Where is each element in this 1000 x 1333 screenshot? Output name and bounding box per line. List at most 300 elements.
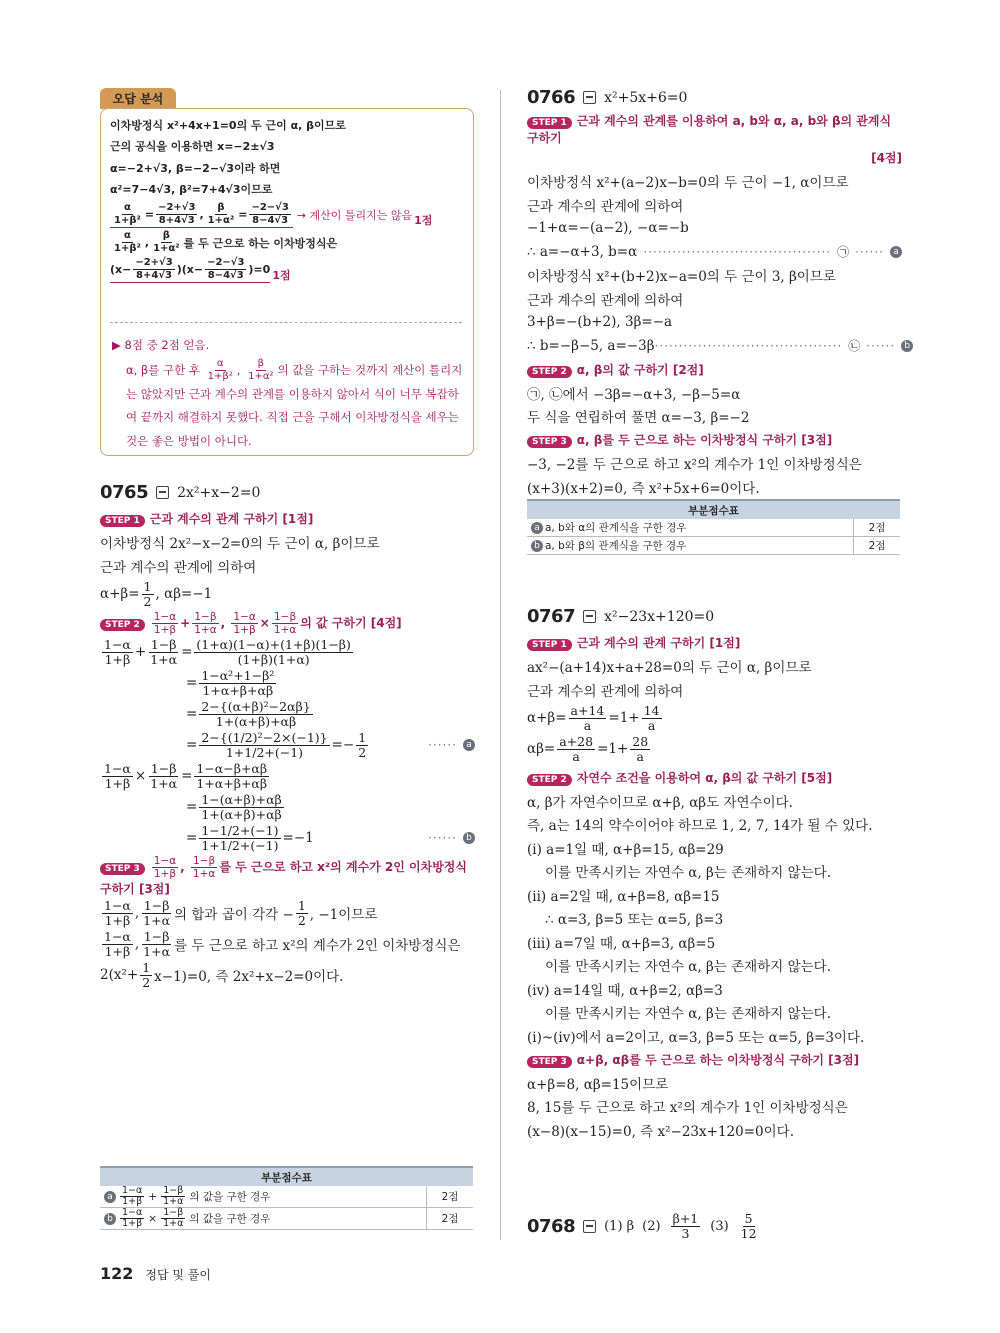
denominator: 3 bbox=[681, 1226, 690, 1241]
text-run: α+β= bbox=[100, 586, 140, 602]
numerator: a+14 bbox=[570, 702, 605, 718]
table-row bbox=[527, 519, 900, 537]
text-run: )(x− bbox=[176, 263, 204, 276]
text-run: α, β가 자연수이므로 α+β, αβ도 자연수이다. bbox=[527, 794, 793, 811]
text-run: , αβ=−1 bbox=[155, 586, 213, 602]
problem-0767 bbox=[527, 606, 902, 1142]
numerator: −2−√3 bbox=[207, 257, 245, 268]
solution-line bbox=[527, 883, 902, 907]
text-run: = bbox=[186, 675, 198, 691]
answer: x²+5x+6=0 bbox=[604, 89, 688, 106]
numerator: β+1 bbox=[672, 1211, 699, 1226]
text-run: 근과 계수의 관계 구하기 [1점] bbox=[576, 636, 741, 651]
numerator: 1 bbox=[143, 578, 152, 594]
denominator: 8−4√3 bbox=[207, 270, 244, 281]
denominator: 8+4√3 bbox=[158, 215, 195, 226]
denominator: a bbox=[647, 717, 656, 733]
fraction bbox=[356, 731, 368, 760]
solution-line bbox=[527, 930, 902, 954]
solution-line bbox=[100, 531, 475, 555]
equation-marker bbox=[428, 738, 475, 752]
text-run: a, b와 β의 관계식을 구한 경우 bbox=[545, 540, 687, 552]
step-badge: STEP 3 bbox=[527, 436, 572, 448]
denominator: 1+α bbox=[150, 651, 178, 667]
problem-header bbox=[100, 482, 475, 503]
text-run: 즉, a는 14의 약수이어야 하므로 1, 2, 7, 14가 될 수 있다. bbox=[527, 818, 873, 835]
fraction bbox=[191, 855, 217, 880]
text-run: 근의 공식을 이용하면 x=−2±√3 bbox=[110, 140, 275, 154]
denominator: 1+α bbox=[163, 1218, 184, 1229]
score-cell: 2점 bbox=[854, 537, 901, 555]
text-run: , bbox=[134, 905, 140, 921]
text-run: 의 값 구하기 [4점] bbox=[300, 615, 402, 630]
numerator: 1−β bbox=[273, 610, 297, 623]
fraction bbox=[205, 257, 246, 282]
denominator: 1+α² bbox=[207, 215, 235, 226]
solution-line bbox=[527, 655, 902, 679]
problem-number: 0766 bbox=[527, 87, 576, 108]
text-run: 자연수 조건을 이용하여 α, β의 값 구하기 [5점] bbox=[576, 770, 833, 785]
text-run: α²=7−4√3, β²=7+4√3이므로 bbox=[110, 183, 273, 197]
denominator: a bbox=[572, 748, 580, 764]
text-run: α=−2+√3, β=−2−√3이라 하면 bbox=[110, 161, 281, 175]
solution-line bbox=[527, 217, 902, 241]
score-cell: 2점 bbox=[427, 1186, 474, 1208]
denominator: 1+(α+β)+αβ bbox=[215, 713, 297, 729]
wrong-analysis-lines bbox=[110, 114, 465, 285]
numerator: −2+√3 bbox=[158, 202, 196, 213]
text-run: 이를 만족시키는 자연수 α, β는 존재하지 않는다. bbox=[545, 865, 831, 882]
denominator: a bbox=[583, 717, 592, 733]
text-run: 8, 15를 두 근으로 하고 x²의 계수가 1인 이차방정식은 bbox=[527, 1100, 848, 1117]
page-number: 122 bbox=[100, 1264, 134, 1283]
text-run: , bbox=[134, 936, 140, 952]
fraction bbox=[199, 793, 283, 822]
text-run: ∴ a=−α+3, b=α bbox=[527, 243, 638, 260]
fraction bbox=[569, 704, 607, 733]
denominator: (1+β)(1+α) bbox=[237, 651, 310, 667]
denominator: 1+α bbox=[273, 623, 297, 636]
numerator: 1−β bbox=[143, 897, 170, 913]
fraction bbox=[671, 1212, 701, 1241]
problem-header bbox=[527, 606, 902, 627]
text-run: = bbox=[186, 799, 198, 815]
solution-line bbox=[527, 475, 902, 499]
text-run: 이차방정식 x²+4x+1=0의 두 근이 α, β이므로 bbox=[110, 118, 346, 132]
numerator: 14 bbox=[643, 702, 660, 718]
denominator: 1+β bbox=[153, 623, 177, 636]
annotation: → 계산이 틀리지는 않음 bbox=[296, 209, 413, 222]
table-row bbox=[100, 1208, 473, 1230]
numerator: β bbox=[162, 230, 170, 241]
solution-line bbox=[110, 114, 465, 136]
denominator: 8+4√3 bbox=[136, 270, 172, 281]
text-run: )=0 bbox=[248, 263, 271, 276]
fraction bbox=[249, 202, 290, 227]
answer bbox=[604, 1212, 760, 1241]
solution-line bbox=[527, 704, 902, 733]
text-run: α+β=8, αβ=15이므로 bbox=[527, 1076, 669, 1093]
text-run: , bbox=[199, 208, 204, 221]
underlined-expression bbox=[110, 202, 293, 228]
text-run: (2) bbox=[642, 1219, 661, 1234]
numerator: 1−β bbox=[150, 636, 177, 652]
solution-line bbox=[527, 287, 902, 311]
solution-line bbox=[100, 930, 475, 959]
text-run: (i)~(iv)에서 a=2이고, α=3, β=5 또는 α=5, β=3이다. bbox=[527, 1029, 865, 1046]
step-badge: STEP 1 bbox=[527, 117, 572, 129]
text-run: (iv) a=14일 때, α+β=2, αβ=3 bbox=[527, 982, 723, 999]
numerator: −2−√3 bbox=[251, 202, 289, 213]
numerator: 1−β bbox=[150, 760, 177, 776]
step-badge: STEP 2 bbox=[100, 619, 145, 631]
answer: 2x²+x−2=0 bbox=[177, 484, 261, 501]
step-title bbox=[527, 769, 832, 786]
solution-line bbox=[527, 334, 911, 358]
solution-lines bbox=[527, 631, 902, 1142]
solution-line bbox=[527, 1095, 902, 1119]
denominator: 12 bbox=[740, 1226, 757, 1241]
numerator: 5 bbox=[744, 1211, 753, 1226]
answer-icon bbox=[583, 91, 596, 104]
solution-line bbox=[527, 1001, 902, 1025]
text-run: 의 값을 구한 경우 bbox=[189, 1213, 271, 1225]
table-header: 부분점수표 bbox=[527, 500, 900, 519]
solution-line bbox=[100, 762, 475, 791]
fraction bbox=[161, 1208, 185, 1229]
marker-b-icon: b bbox=[531, 540, 543, 552]
text-run: 근과 계수의 관계에 의하여 bbox=[527, 683, 684, 700]
denominator: 2 bbox=[142, 974, 151, 990]
equation-ref: ㉠ bbox=[837, 245, 850, 260]
denominator: 1+β² bbox=[114, 243, 141, 254]
answer-icon bbox=[583, 610, 596, 623]
denominator: 1+(α+β)+αβ bbox=[201, 806, 282, 822]
solution-line bbox=[527, 977, 902, 1001]
text-run: (x−8)(x−15)=0, 즉 x²−23x+120=0이다. bbox=[527, 1123, 794, 1140]
solution-line bbox=[110, 157, 465, 179]
denominator: 1+β² bbox=[207, 370, 233, 382]
text-run: 2(x²+ bbox=[100, 967, 139, 983]
text-run: × bbox=[134, 768, 147, 784]
solution-line bbox=[100, 669, 475, 698]
denominator: 1+β bbox=[104, 775, 131, 791]
text-run: 이를 만족시키는 자연수 α, β는 존재하지 않는다. bbox=[545, 1006, 831, 1023]
denominator: 1+α bbox=[192, 867, 216, 880]
table-row bbox=[527, 537, 900, 555]
text-run: = bbox=[144, 208, 155, 221]
numerator: 1−α bbox=[104, 760, 131, 776]
denominator: 8−4√3 bbox=[252, 215, 289, 226]
text-run: (1) β bbox=[604, 1219, 635, 1234]
table-row bbox=[100, 1186, 473, 1208]
denominator: 1+β bbox=[122, 1218, 143, 1229]
numerator: 1−1/2+(−1) bbox=[201, 822, 279, 838]
score-label: 1점 bbox=[272, 269, 291, 282]
step-heading bbox=[527, 358, 902, 382]
text-run: αβ= bbox=[527, 741, 556, 757]
solution-line bbox=[527, 1071, 902, 1095]
criterion bbox=[104, 1186, 270, 1207]
text-run: α, β를 두 근으로 하는 이차방정식 구하기 [3점] bbox=[576, 433, 833, 448]
fraction bbox=[120, 1186, 144, 1207]
denominator: 1+1/2+(−1) bbox=[225, 744, 304, 760]
text-run: × bbox=[148, 1212, 158, 1225]
fraction bbox=[156, 202, 197, 227]
solution-line bbox=[527, 860, 902, 884]
text-run: α, β를 구한 후 bbox=[126, 362, 204, 377]
text-run: α+β, αβ를 두 근으로 하는 이차방정식 구하기 [3점] bbox=[576, 1052, 860, 1067]
criterion-cell bbox=[527, 537, 854, 555]
fraction bbox=[194, 762, 269, 791]
solution-line bbox=[527, 954, 902, 978]
numerator: 1−α bbox=[153, 610, 177, 623]
numerator: β bbox=[217, 202, 225, 213]
fraction bbox=[199, 824, 280, 853]
step-heading bbox=[100, 507, 475, 531]
marker-a-icon: a bbox=[104, 1191, 116, 1203]
text-run: 이를 만족시키는 자연수 α, β는 존재하지 않는다. bbox=[545, 959, 831, 976]
solution-line bbox=[100, 700, 475, 729]
fraction bbox=[630, 735, 650, 764]
solution-line bbox=[527, 678, 902, 702]
text-run: x−1)=0, 즉 2x²+x−2=0이다. bbox=[154, 969, 344, 985]
solution-line bbox=[110, 257, 465, 283]
wrong-analysis-tag: 오답 분석 bbox=[100, 88, 176, 109]
problem-0766 bbox=[527, 87, 911, 499]
denominator: 1+α bbox=[163, 1196, 184, 1207]
numerator: 1−β bbox=[163, 1207, 184, 1218]
denominator: 1+α bbox=[143, 943, 171, 959]
step-heading bbox=[527, 112, 902, 146]
text-run: =−1 bbox=[282, 830, 314, 846]
fraction bbox=[199, 669, 276, 698]
solution-line bbox=[527, 170, 902, 194]
text-run: 이차방정식 x²+(b+2)x−a=0의 두 근이 3, β이므로 bbox=[527, 269, 836, 286]
underlined-expression bbox=[110, 257, 270, 283]
text-run: ∴ α=3, β=5 또는 α=5, β=3 bbox=[545, 912, 724, 929]
step-title bbox=[527, 1051, 859, 1068]
fraction bbox=[140, 961, 152, 990]
solution-line bbox=[527, 311, 902, 335]
numerator: 1 bbox=[142, 959, 151, 975]
leader-dots: ······································· bbox=[654, 338, 843, 353]
numerator: 1−β bbox=[194, 610, 217, 623]
step-badge: STEP 3 bbox=[527, 1056, 572, 1068]
numerator: 1−β bbox=[193, 854, 216, 867]
text-run: α, β의 값 구하기 [2점] bbox=[576, 362, 704, 377]
fraction bbox=[148, 762, 179, 791]
text-run: = bbox=[238, 208, 248, 221]
numerator: (1+α)(1−α)+(1+β)(1−β) bbox=[196, 636, 351, 652]
table-header-row bbox=[527, 500, 900, 519]
solution-line bbox=[527, 193, 902, 217]
denominator: 1+α bbox=[143, 912, 171, 928]
denominator: 1+β bbox=[122, 1196, 143, 1207]
numerator: 1−α bbox=[122, 1207, 143, 1218]
denominator: 1+β bbox=[153, 867, 177, 880]
solution-line bbox=[527, 735, 902, 764]
feedback-text bbox=[112, 358, 464, 454]
step-badge: STEP 1 bbox=[100, 515, 145, 527]
denominator: 1+α+β+αβ bbox=[196, 775, 268, 791]
denominator: 2 bbox=[358, 744, 367, 760]
numerator: 28 bbox=[632, 733, 649, 749]
text-run: 근과 계수의 관계 구하기 [1점] bbox=[149, 512, 314, 527]
text-run: , −1이므로 bbox=[309, 907, 378, 923]
step-badge: STEP 3 bbox=[100, 863, 145, 875]
fraction bbox=[194, 638, 353, 667]
step-badge: STEP 1 bbox=[527, 639, 572, 651]
denominator: 1+β bbox=[104, 912, 131, 928]
text-run: =− bbox=[331, 737, 355, 753]
text-run: , bbox=[144, 236, 150, 249]
denominator: 2 bbox=[143, 593, 152, 609]
text-run: 근과 계수의 관계에 의하여 bbox=[527, 198, 684, 215]
step-heading bbox=[100, 855, 475, 897]
table-header: 부분점수표 bbox=[100, 1167, 473, 1186]
numerator: α bbox=[124, 230, 131, 241]
partial-score-table bbox=[527, 499, 900, 555]
fraction bbox=[557, 735, 595, 764]
solution-line bbox=[527, 907, 902, 931]
marker-b-icon: b bbox=[901, 340, 913, 352]
fraction bbox=[120, 1208, 144, 1229]
text-run: (ii) a=2일 때, α+β=8, αβ=15 bbox=[527, 888, 720, 905]
footer-label: 정답 및 풀이 bbox=[145, 1268, 211, 1282]
problem-number: 0765 bbox=[100, 482, 149, 503]
numerator: 1−β bbox=[163, 1185, 184, 1196]
solution-line bbox=[100, 638, 475, 667]
text-run: 근과 계수의 관계에 의하여 bbox=[527, 292, 684, 309]
numerator: 1−α bbox=[122, 1185, 143, 1196]
score-cell: 2점 bbox=[427, 1208, 474, 1230]
denominator: 1+α² bbox=[248, 370, 274, 382]
text-run: 근과 계수의 관계에 의하여 bbox=[100, 559, 257, 576]
denominator: 1+1/2+(−1) bbox=[201, 837, 279, 853]
equation-ref: ㉡ bbox=[848, 339, 861, 354]
numerator: α bbox=[216, 357, 224, 369]
numerator: a+28 bbox=[559, 733, 594, 749]
text-run: =1+ bbox=[608, 710, 640, 726]
text-run: + bbox=[148, 1190, 158, 1203]
marker-a-icon: a bbox=[531, 522, 543, 534]
equation-marker bbox=[643, 243, 902, 260]
fraction bbox=[192, 611, 218, 636]
criterion bbox=[104, 1208, 270, 1229]
problem-0768 bbox=[527, 1212, 902, 1245]
leader-dots: ······ bbox=[866, 338, 896, 353]
solution-line bbox=[527, 1118, 902, 1142]
answer-icon bbox=[583, 1220, 596, 1233]
problem-number: 0767 bbox=[527, 606, 576, 627]
fraction bbox=[272, 611, 298, 636]
denominator: 1+β bbox=[104, 651, 131, 667]
solution-line bbox=[527, 1024, 902, 1048]
solution-line bbox=[527, 240, 902, 264]
numerator: 1−α bbox=[233, 610, 256, 623]
step-heading bbox=[527, 1048, 902, 1072]
numerator: 1 bbox=[358, 729, 367, 745]
marker-b-icon: b bbox=[463, 832, 475, 844]
text-run: 근과 계수의 관계를 이용하여 a, b와 α, a, b와 β의 관계식 구하기 bbox=[527, 114, 892, 145]
fraction bbox=[112, 202, 143, 227]
solution-line bbox=[110, 230, 465, 255]
numerator: 2−{(α+β)²−2αβ} bbox=[201, 698, 311, 714]
numerator: α bbox=[124, 202, 131, 213]
numerator: 1−α bbox=[104, 636, 131, 652]
text-run: 의 값을 구한 경우 bbox=[189, 1191, 271, 1203]
text-run: , bbox=[236, 362, 245, 377]
step-title bbox=[100, 510, 313, 527]
fraction bbox=[112, 230, 143, 255]
problem-0765 bbox=[100, 482, 475, 992]
denominator: 1+α+β+αβ bbox=[202, 682, 274, 698]
partial-score-table bbox=[100, 1166, 473, 1230]
solution-line bbox=[100, 580, 475, 609]
fraction bbox=[296, 899, 308, 928]
text-run: 를 두 근으로 하고 x²의 계수가 2인 이차방정식은 bbox=[174, 938, 461, 954]
text-run: 이차방정식 2x²−x−2=0의 두 근이 α, β이므로 bbox=[100, 536, 380, 553]
problem-number: 0768 bbox=[527, 1216, 576, 1237]
text-run: 두 식을 연립하여 풀면 α=−3, β=−2 bbox=[527, 410, 750, 427]
criterion bbox=[531, 520, 686, 535]
text-run: × bbox=[259, 615, 270, 630]
text-run: =1+ bbox=[597, 741, 629, 757]
numerator: 1−α bbox=[153, 854, 177, 867]
fraction bbox=[152, 611, 178, 636]
criterion bbox=[531, 538, 686, 553]
denominator: 1+α bbox=[150, 775, 178, 791]
marker-a-icon: a bbox=[890, 246, 902, 258]
text-run: [4점] bbox=[871, 151, 902, 166]
equation-marker bbox=[428, 831, 475, 845]
leader-dots: ······ bbox=[428, 738, 457, 752]
text-run: 를 두 근으로 하고 x²의 계수가 2인 이차방정식 구하기 [3점] bbox=[100, 859, 467, 896]
table-header-row bbox=[100, 1167, 473, 1186]
text-run: 의 값을 구하는 것까지 계산이 틀리지는 않았지만 근과 계수의 관계를 이용하지 않아서 식이 너무 복잡하여 끝까지 해결하지 못했다. 직접 근을 구해서 이차방정식을 세우는 것은 좋은 방법이 아니다. bbox=[126, 362, 463, 448]
answer-icon bbox=[156, 486, 169, 499]
step-heading bbox=[527, 631, 902, 655]
solution-lines bbox=[100, 507, 475, 990]
feedback-title: ▶ 8점 중 2점 얻음. bbox=[112, 338, 210, 352]
step-heading bbox=[527, 766, 902, 790]
dotted-divider bbox=[110, 322, 462, 323]
text-run: = bbox=[181, 768, 193, 784]
text-run: + bbox=[180, 615, 191, 630]
denominator: a bbox=[636, 748, 644, 764]
page-footer bbox=[100, 1264, 211, 1283]
criterion-cell bbox=[100, 1186, 427, 1208]
criterion-cell bbox=[100, 1208, 427, 1230]
solution-line bbox=[527, 813, 902, 837]
step-title bbox=[100, 855, 475, 897]
solution-line bbox=[110, 136, 465, 158]
fraction bbox=[151, 230, 182, 255]
denominator: 1+β bbox=[233, 623, 256, 636]
fraction bbox=[199, 731, 329, 760]
denominator: 2 bbox=[297, 912, 306, 928]
fraction bbox=[642, 704, 662, 733]
numerator: 1 bbox=[297, 897, 306, 913]
numerator: 2−{(1/2)²−2×(−1)} bbox=[201, 729, 328, 745]
text-run: (3) bbox=[710, 1219, 729, 1234]
text-run: + bbox=[134, 644, 147, 660]
solution-line bbox=[100, 731, 475, 760]
fraction bbox=[246, 358, 275, 383]
step-title bbox=[527, 431, 832, 448]
solution-line bbox=[527, 405, 902, 429]
